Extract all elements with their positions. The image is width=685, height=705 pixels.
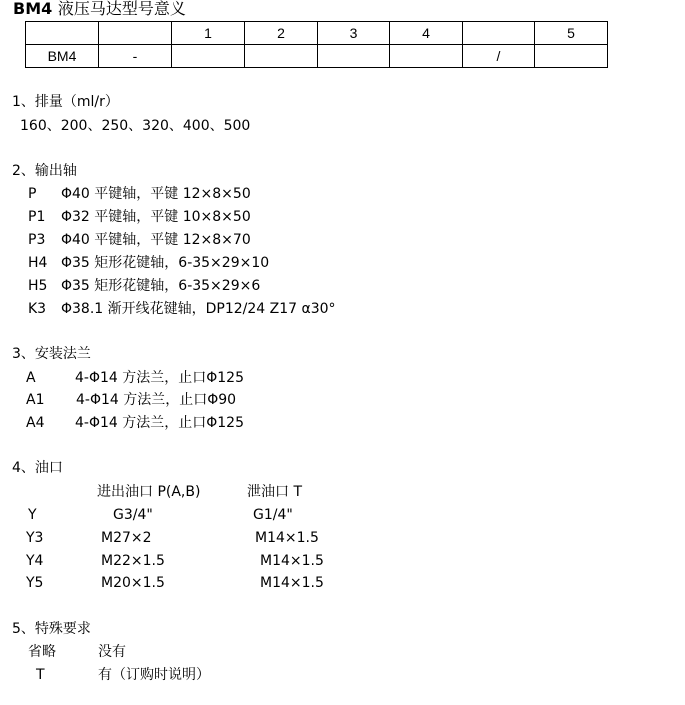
table-header-cell: 2	[245, 22, 318, 45]
shaft-code: P3	[28, 232, 46, 248]
title-text: 液压马达型号意义	[57, 0, 186, 18]
section-heading-ports: 4、油口	[12, 460, 63, 476]
table-cell	[318, 45, 390, 68]
special-desc: 有（订购时说明）	[98, 667, 210, 683]
port-main: M27×2	[101, 530, 152, 546]
table-row	[26, 45, 608, 68]
ports-main-header: 进出油口 P(A,B)	[97, 484, 201, 500]
shaft-code: P1	[28, 209, 46, 225]
port-drain: M14×1.5	[260, 553, 324, 569]
special-desc: 没有	[98, 644, 126, 660]
mounting-desc: 4-Φ14 方法兰，止口Φ125	[75, 370, 244, 386]
mounting-code: A	[26, 370, 36, 386]
port-main: G3/4"	[113, 507, 153, 523]
port-drain: G1/4"	[253, 507, 293, 523]
ports-drain-header: 泄油口 T	[247, 484, 303, 500]
table-header-cell: 1	[172, 22, 245, 45]
table-cell	[245, 45, 318, 68]
title-code: BM4	[13, 0, 53, 18]
shaft-desc: Φ35 矩形花键轴，6-35×29×10	[61, 255, 270, 271]
table-header-cell	[26, 22, 99, 45]
port-main: M20×1.5	[101, 575, 165, 591]
table-cell: /	[463, 45, 535, 68]
port-drain: M14×1.5	[260, 575, 324, 591]
port-code: Y3	[26, 530, 44, 546]
shaft-code: H4	[28, 255, 48, 271]
port-code: Y4	[26, 553, 44, 569]
table-header-cell: 4	[390, 22, 463, 45]
table-header-row	[26, 22, 608, 45]
shaft-desc: Φ35 矩形花键轴，6-35×29×6	[61, 278, 261, 294]
displacement-values: 160、200、250、320、400、500	[20, 118, 251, 134]
mounting-code: A1	[26, 392, 45, 408]
mounting-code: A4	[26, 415, 45, 431]
shaft-code: K3	[28, 301, 47, 317]
section-heading-mounting: 3、安装法兰	[12, 346, 91, 362]
table-header-cell	[463, 22, 535, 45]
shaft-desc: Φ40 平键轴，平键 12×8×50	[61, 186, 251, 202]
table-cell	[172, 45, 245, 68]
port-code: Y	[28, 507, 37, 523]
shaft-desc: Φ32 平键轴，平键 10×8×50	[61, 209, 251, 225]
section-heading-special: 5、特殊要求	[12, 621, 91, 637]
table-cell	[390, 45, 463, 68]
table-header-cell: 5	[535, 22, 608, 45]
mounting-desc: 4-Φ14 方法兰，止口Φ125	[75, 415, 244, 431]
shaft-desc: Φ38.1 渐开线花键轴，DP12/24 Z17 α30°	[61, 301, 336, 317]
section-heading-displacement: 1、排量（ml/r）	[12, 94, 119, 110]
table-header-cell	[99, 22, 172, 45]
port-code: Y5	[26, 575, 44, 591]
mounting-desc: 4-Φ14 方法兰，止口Φ90	[76, 392, 237, 408]
table-cell: BM4	[26, 45, 99, 68]
shaft-code: P	[28, 186, 37, 202]
shaft-code: H5	[28, 278, 48, 294]
shaft-desc: Φ40 平键轴，平键 12×8×70	[61, 232, 251, 248]
table-cell	[535, 45, 608, 68]
model-code-table	[25, 21, 608, 68]
port-main: M22×1.5	[101, 553, 165, 569]
special-code: 省略	[28, 644, 56, 660]
special-code: T	[36, 667, 45, 683]
port-drain: M14×1.5	[255, 530, 319, 546]
table-cell: -	[99, 45, 172, 68]
section-heading-shaft: 2、输出轴	[12, 163, 77, 179]
page-title	[13, 0, 186, 18]
table-header-cell: 3	[318, 22, 390, 45]
